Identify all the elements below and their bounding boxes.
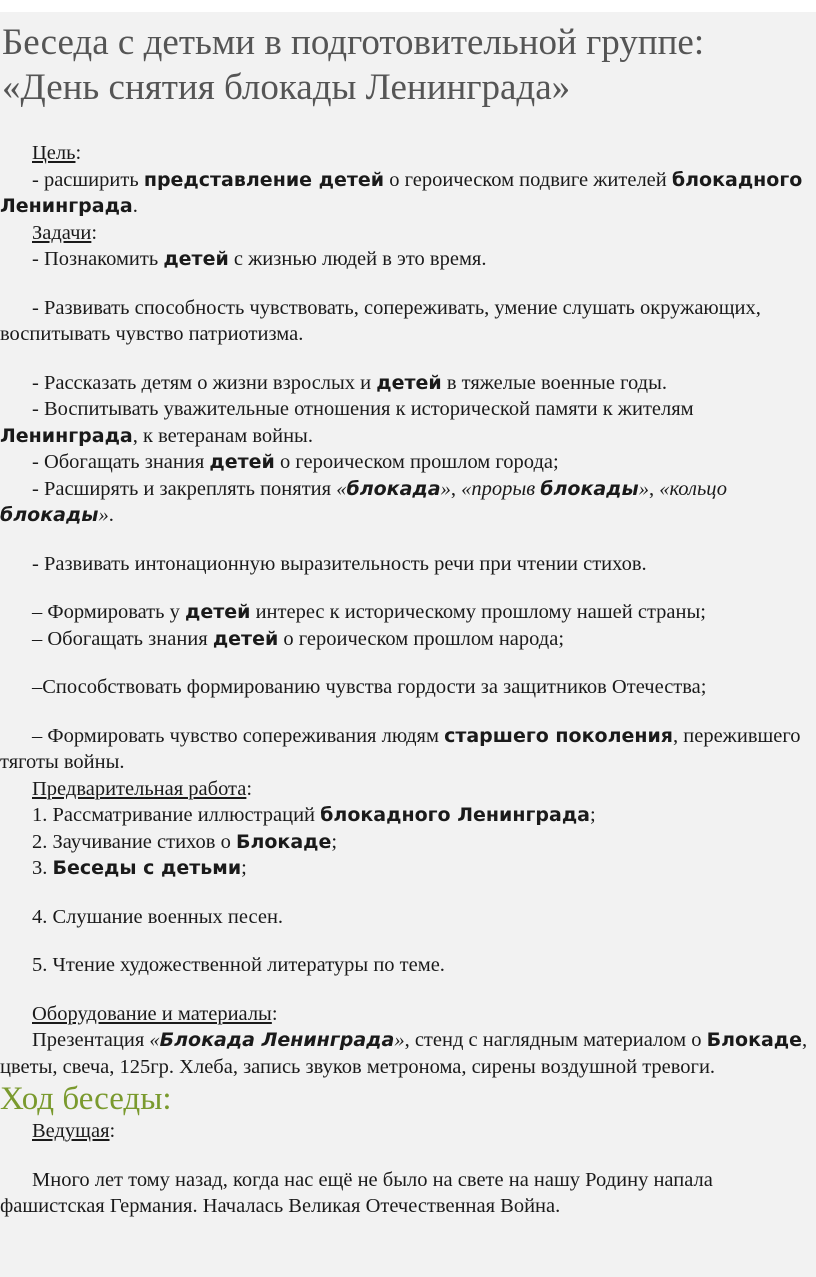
task-item-7: - Развивать интонационную выразительность речи при чтении стихов. [32,552,647,575]
tasks-label: Задачи: [32,221,98,244]
task-item-2: - Развивать способность чувствовать, сопереживать, умение слушать окружающих, воспитывать чувство патриотизма. [0,296,761,345]
prep-item-3: 3. Беседы с детьми; [32,857,247,879]
task-item-11: – Формировать чувство сопереживания людям старшего поколения, пережившего тяготы войны. [0,724,801,773]
prep-label: Предварительная работа: [32,777,253,800]
task-item-4: - Воспитывать уважительные отношения к исторической памяти к жителям Ленинграда, к ветеранам войны. [0,398,694,447]
document-body [0,140,816,1220]
course-heading: Ход беседы: [0,1081,172,1117]
document-title [2,20,814,110]
task-item-10: –Способствовать формированию чувства гордости за защитников Отечества; [32,676,707,698]
prep-item-1: 1. Рассматривание иллюстраций блокадного Ленинграда; [32,804,596,826]
equipment-text: Презентация «Блокада Ленинграда», стенд с наглядным материалом о Блокаде, цветы, свеча, 125гр. Хлеба, запись звуков метронома, сирены воздушной тревоги. [0,1029,808,1078]
task-item-9: – Обогащать знания детей о героическом прошлом народа; [32,627,565,650]
prep-item-2: 2. Заучивание стихов о Блокаде; [32,830,338,853]
title-line-2: «День снятия блокады Ленинграда» [2,67,571,108]
task-item-1: - Познакомить детей с жизнью людей в это время. [32,248,487,270]
prep-item-5: 5. Чтение художественной литературы по теме. [32,954,445,976]
goal-text: - расширить представление детей о героическом подвиге жителей блокадного Ленинграда. [0,168,803,217]
leader-label: Ведущая: [32,1120,116,1142]
task-item-6: - Расширять и закреплять понятия «блокада», «прорыв блокады», «кольцо блокады». [0,477,728,526]
prep-item-4: 4. Слушание военных песен. [32,905,284,928]
task-item-3: - Рассказать детям о жизни взрослых и детей в тяжелые военные годы. [32,371,667,394]
top-strip [0,0,816,12]
course-text: Много лет тому назад, когда нас ещё не было на свете на нашу Родину напала фашистская Германия. Началась Великая Отечественная Война. [0,1168,713,1217]
task-item-5: - Обогащать знания детей о героическом прошлом города; [32,451,559,473]
goal-label: Цель: [32,142,82,164]
task-item-8: – Формировать у детей интерес к историческому прошлому нашей страны; [32,601,706,623]
title-line-1: Беседа с детьми в подготовительной группе: [2,22,705,63]
equipment-label: Оборудование и материалы: [32,1002,278,1025]
